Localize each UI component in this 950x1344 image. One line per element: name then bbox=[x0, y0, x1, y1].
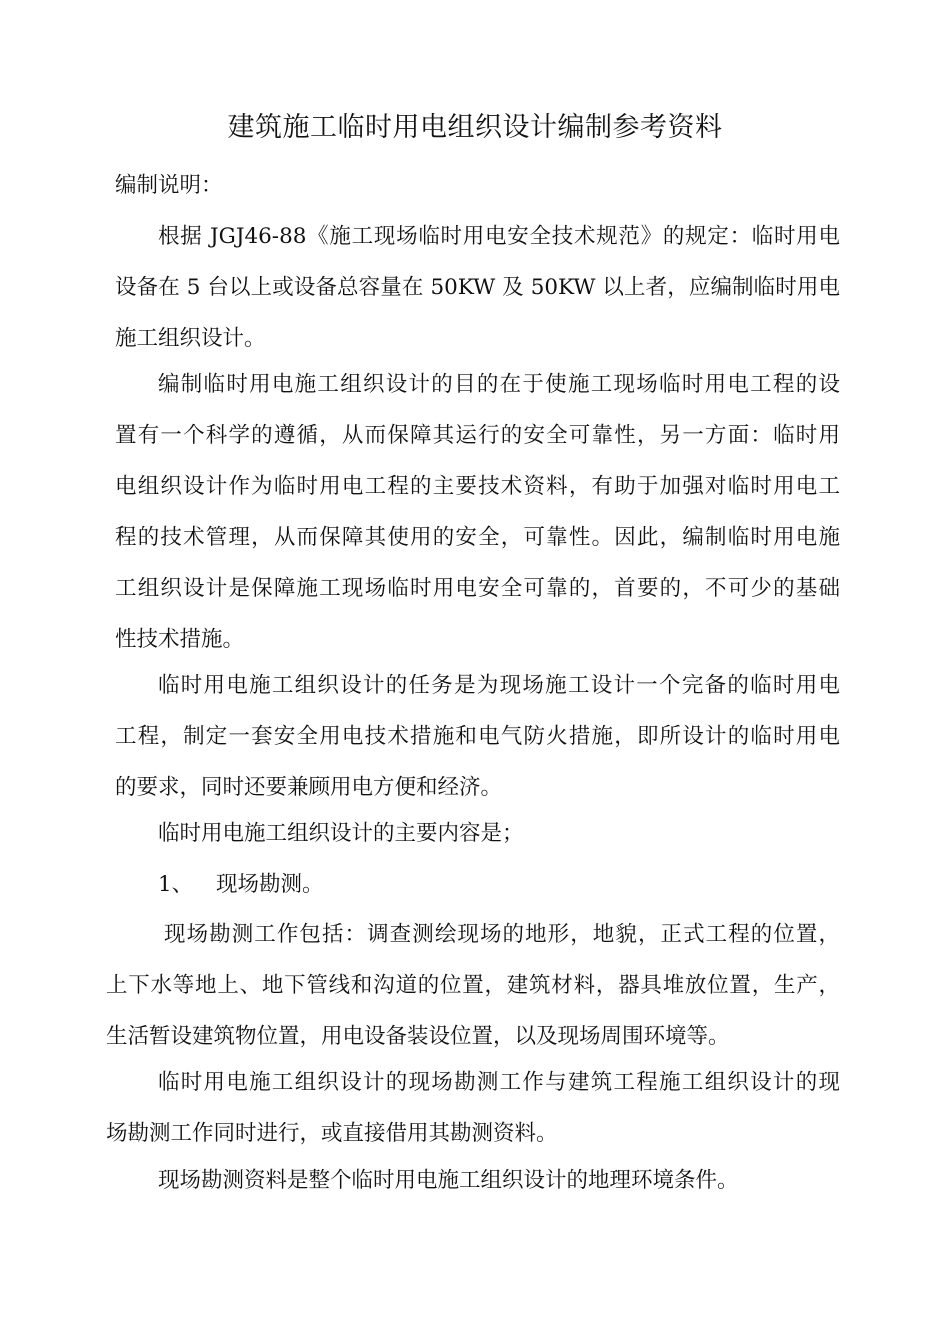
paragraph-line: 现场勘测资料是整个临时用电施工组织设计的地理环境条件。 bbox=[158, 1168, 739, 1193]
list-item-text: 现场勘测。 bbox=[216, 872, 324, 897]
paragraph-content-intro bbox=[115, 808, 840, 859]
list-item-line bbox=[115, 859, 840, 910]
heading-text: 编制说明： bbox=[115, 173, 223, 198]
paragraph-line: 程的技术管理，从而保障其使用的安全，可靠性。因此，编制临时用电施 bbox=[115, 525, 840, 550]
paragraph-task bbox=[115, 660, 840, 813]
paragraph-line: 置有一个科学的遵循，从而保障其运行的安全可靠性，另一方面：临时用 bbox=[115, 423, 840, 448]
paragraph-line: 工组织设计是保障施工现场临时用电安全可靠的，首要的，不可少的基础 bbox=[115, 576, 840, 601]
paragraph-regulation bbox=[115, 211, 840, 364]
paragraph-line: 上下水等地上、地下管线和沟道的位置，建筑材料，器具堆放位置，生产， bbox=[106, 973, 840, 998]
paragraph-line: 临时用电施工组织设计的主要内容是； bbox=[158, 821, 524, 846]
list-item-number: 1、 bbox=[158, 872, 194, 897]
paragraph-survey-timing bbox=[106, 1057, 840, 1159]
paragraph-line: 编制临时用电施工组织设计的目的在于使施工现场临时用电工程的设 bbox=[158, 372, 840, 397]
list-item bbox=[115, 859, 840, 910]
paragraph-line: 施工组织设计。 bbox=[115, 326, 266, 351]
paragraph-line: 临时用电施工组织设计的任务是为现场施工设计一个完备的临时用电 bbox=[158, 673, 840, 698]
paragraph-line: 的要求，同时还要兼顾用电方便和经济。 bbox=[115, 775, 503, 800]
paragraph-line: 场勘测工作同时进行，或直接借用其勘测资料。 bbox=[106, 1121, 558, 1146]
paragraph-survey bbox=[106, 909, 840, 1062]
section-heading bbox=[115, 160, 840, 211]
paragraph-line: 现场勘测工作包括：调查测绘现场的地形，地貌，正式工程的位置， bbox=[164, 922, 840, 947]
paragraph-line: 性技术措施。 bbox=[115, 627, 245, 652]
paragraph-line: 根据 JGJ46-88《施工现场临时用电安全技术规范》的规定：临时用电 bbox=[158, 224, 840, 249]
document-title: 建筑施工临时用电组织设计编制参考资料 bbox=[227, 112, 723, 143]
paragraph-line: 临时用电施工组织设计的现场勘测工作与建筑工程施工组织设计的现 bbox=[158, 1070, 840, 1095]
paragraph-line: 生活暂设建筑物位置，用电设备装设位置，以及现场周围环境等。 bbox=[106, 1024, 730, 1049]
paragraph-line: 设备在 5 台以上或设备总容量在 50KW 及 50KW 以上者，应编制临时用电 bbox=[115, 275, 840, 300]
paragraph-line: 电组织设计作为临时用电工程的主要技术资料，有助于加强对临时用电工 bbox=[115, 474, 840, 499]
paragraph-survey-conclusion bbox=[115, 1155, 840, 1206]
paragraph-purpose bbox=[115, 359, 840, 665]
paragraph-line: 工程，制定一套安全用电技术措施和电气防火措施，即所设计的临时用电 bbox=[115, 724, 840, 749]
